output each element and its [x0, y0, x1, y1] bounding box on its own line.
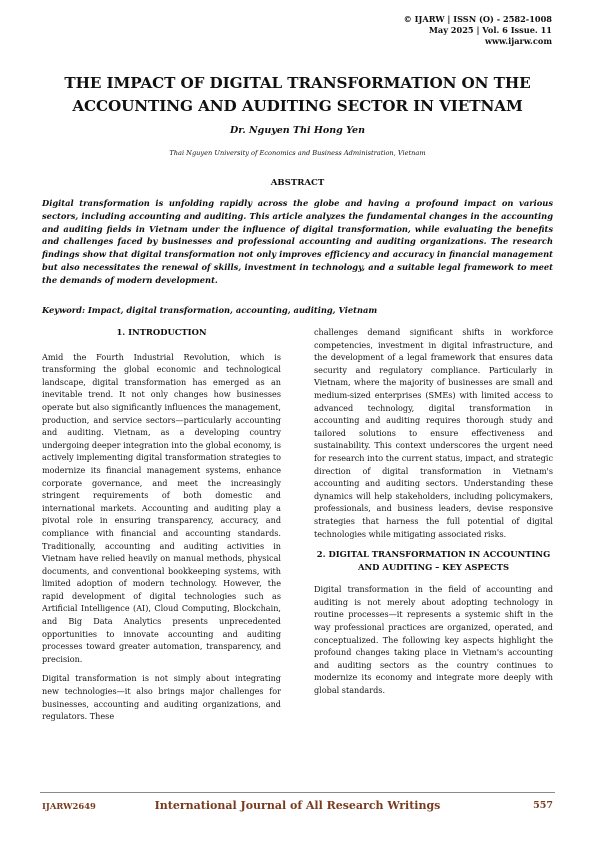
left-column: [42, 326, 281, 730]
paper-code: IJARW2649: [42, 801, 96, 811]
intro-paragraph-2-start: Digital transformation is not simply about integrating new technologies—it also brings major challenges for businesses, accounting and auditing organizations, and regulators. These: [42, 673, 281, 722]
issn-line: © IJARW | ISSN (O) - 2582-1008: [403, 14, 552, 24]
website-line: www.ijarw.com: [484, 36, 552, 46]
journal-name: International Journal of All Research Writings: [154, 799, 441, 812]
author-name: Dr. Nguyen Thi Hong Yen: [230, 125, 365, 136]
section-2-heading: 2. DIGITAL TRANSFORMATION IN ACCOUNTING AND AUDITING – KEY ASPECTS: [316, 549, 551, 572]
title-line-2: ACCOUNTING AND AUDITING SECTOR IN VIETNAM: [72, 97, 523, 115]
page-number: 557: [533, 800, 553, 811]
journal-header-meta: [404, 14, 552, 47]
keywords: Keyword: Impact, digital transformation, accounting, auditing, Vietnam: [42, 305, 378, 315]
intro-paragraph-2-continued: challenges demand significant shifts in workforce competencies, investment in digital infrastructure, and the development of a legal framework that ensures data security and regulatory compliance. Particularly in Vietnam, where the majority of businesses are small and medium-sized enterprises (SMEs) with limited access to advanced technology, digital transformation in accounting and auditing requires thorough study and tailored solutions to ensure effectiveness and sustainability. This context underscores the urgent need for research into the current status, impact, and strategic direction of digital transformation in Vietnam's accounting and auditing sectors. Understanding these dynamics will help stakeholders, including policymakers, professionals, and business leaders, devise responsive strategies that harness the full potential of digital technologies while mitigating associated risks.: [314, 327, 553, 539]
title-line-1: THE IMPACT OF DIGITAL TRANSFORMATION ON THE: [64, 74, 531, 92]
right-column: [314, 326, 553, 704]
page-footer: [42, 799, 553, 815]
paper-title: [40, 72, 555, 118]
abstract-heading: ABSTRACT: [270, 178, 325, 188]
issue-line: May 2025 | Vol. 6 Issue. 11: [428, 25, 552, 35]
section-2-paragraph-1: Digital transformation in the field of accounting and auditing is not merely about adopting technology in routine processes—it represents a systemic shift in the way professional practices are organized, operated, and conceptualized. The following key aspects highlight the profound changes taking place in Vietnam's accounting and auditing sectors as the country continues to modernize its economy and integrate more deeply with global standards.: [314, 584, 553, 696]
abstract-text: Digital transformation is unfolding rapidly across the globe and having a profound impact on various sectors, including accounting and auditing. This article analyzes the fundamental changes in the accounting and auditing fields in Vietnam under the influence of digital transformation, while evaluating the benefits and challenges faced by businesses and professional accounting and auditing organizations. The research findings show that digital transformation not only improves efficiency and accuracy in financial management but also necessitates the renewal of skills, investment in technology, and a suitable legal framework to meet the demands of modern development.: [42, 198, 553, 285]
intro-paragraph-1: Amid the Fourth Industrial Revolution, which is transforming the global economic and technological landscape, digital transformation has emerged as an inevitable trend. It not only changes how businesses operate but also significantly influences the management, production, and service sectors—particularly accounting and auditing. Vietnam, as a developing country undergoing deeper integration into the global economy, is actively implementing digital transformation strategies to modernize its financial management systems, enhance corporate governance, and meet the increasingly stringent requirements of both domestic and international markets. Accounting and auditing play a pivotal role in ensuring transparency, accuracy, and compliance with financial and accounting standards. Traditionally, accounting and auditing activities in Vietnam have relied heavily on manual methods, physical documents, and conventional bookkeeping systems, with limited adoption of modern technology. However, the rapid development of digital technologies such as Artificial Intelligence (AI), Cloud Computing, Blockchain, and Big Data Analytics presents unprecedented opportunities to innovate accounting and auditing processes toward greater automation, transparency, and precision.: [42, 351, 281, 664]
author-affiliation: Thai Nguyen University of Economics and Business Administration, Vietnam: [169, 149, 426, 157]
footer-divider: [40, 792, 555, 793]
section-1-heading: 1. INTRODUCTION: [116, 327, 207, 337]
